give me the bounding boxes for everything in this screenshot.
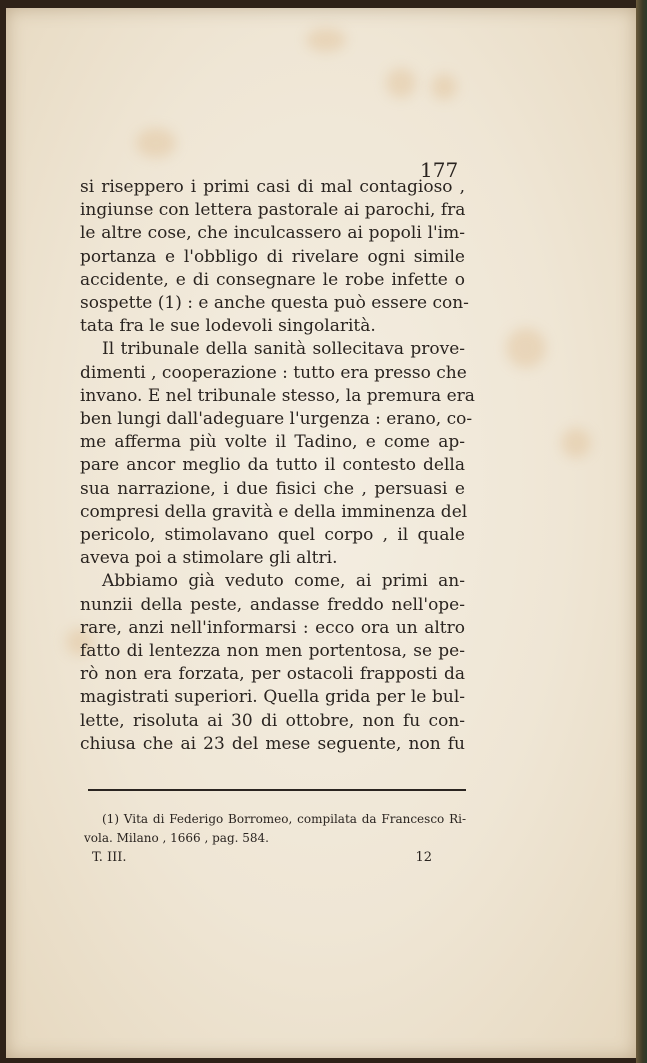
gathering-mark: 12 xyxy=(415,850,432,865)
footnote xyxy=(84,810,466,848)
text-line: rare, anzi nell'informarsi : ecco ora un altro xyxy=(80,617,465,638)
text-line: accidente, e di consegnare le robe infette o xyxy=(80,269,465,290)
footnote-rule xyxy=(88,789,466,791)
body-text xyxy=(80,176,475,756)
text-line: compresi della gravità e della imminenza del xyxy=(80,501,468,522)
text-line: Il tribunale della sanità sollecitava prove- xyxy=(102,339,465,360)
text-line: nunzii della peste, andasse freddo nell'ope- xyxy=(80,594,465,615)
signature-line xyxy=(92,850,432,865)
volume-mark: T. III. xyxy=(92,850,127,865)
text-line: fatto di lentezza non men portentosa, se pe- xyxy=(80,641,465,662)
text-line: dimenti , cooperazione : tutto era presso che xyxy=(80,362,467,383)
footnote-line: vola. Milano , 1666 , pag. 584. xyxy=(84,831,269,845)
text-line: sua narrazione, i due fisici che , persuasi e xyxy=(80,478,465,499)
paper-stain xyxy=(136,128,176,158)
paper-stain xyxy=(386,68,416,98)
text-line: invano. E nel tribunale stesso, la premura era xyxy=(80,385,475,406)
text-line: portanza e l'obbligo di rivelare ogni simile xyxy=(80,246,465,267)
text-line: aveva poi a stimolare gli altri. xyxy=(80,548,338,569)
page-number: 177 xyxy=(420,158,459,182)
text-line: si riseppero i primi casi di mal contagioso , xyxy=(80,177,465,197)
text-line: sospette (1) : e anche questa può essere con- xyxy=(80,293,469,314)
text-line: Abbiamo già veduto come, ai primi an- xyxy=(102,571,465,592)
text-line: pare ancor meglio da tutto il contesto della xyxy=(80,455,465,476)
paper-stain xyxy=(506,328,546,368)
text-line: ingiunse con lettera pastorale ai parochi, fra xyxy=(80,200,466,221)
book-edge xyxy=(636,0,647,1063)
text-line: tata fra le sue lodevoli singolarità. xyxy=(80,316,376,337)
text-line: lette, risoluta ai 30 di ottobre, non fu con- xyxy=(80,710,465,731)
text-line: ben lungi dall'adeguare l'urgenza : erano, co- xyxy=(80,409,473,430)
paper-stain xyxy=(431,74,457,100)
footnote-line: (1) Vita di Federigo Borromeo, compilata da Francesco Ri- xyxy=(102,812,466,826)
text-line: magistrati superiori. Quella grida per le bul- xyxy=(80,687,465,708)
text-line: rò non era forzata, per ostacoli frapposti da xyxy=(80,664,465,685)
paper-stain xyxy=(306,28,346,52)
text-line: chiusa che ai 23 del mese seguente, non fu xyxy=(80,733,465,754)
text-line: me afferma più volte il Tadino, e come ap- xyxy=(80,432,465,453)
text-line: pericolo, stimolavano quel corpo , il quale xyxy=(80,525,465,546)
paper-stain xyxy=(561,428,591,458)
text-line: le altre cose, che inculcassero ai popoli l'im- xyxy=(80,223,465,244)
